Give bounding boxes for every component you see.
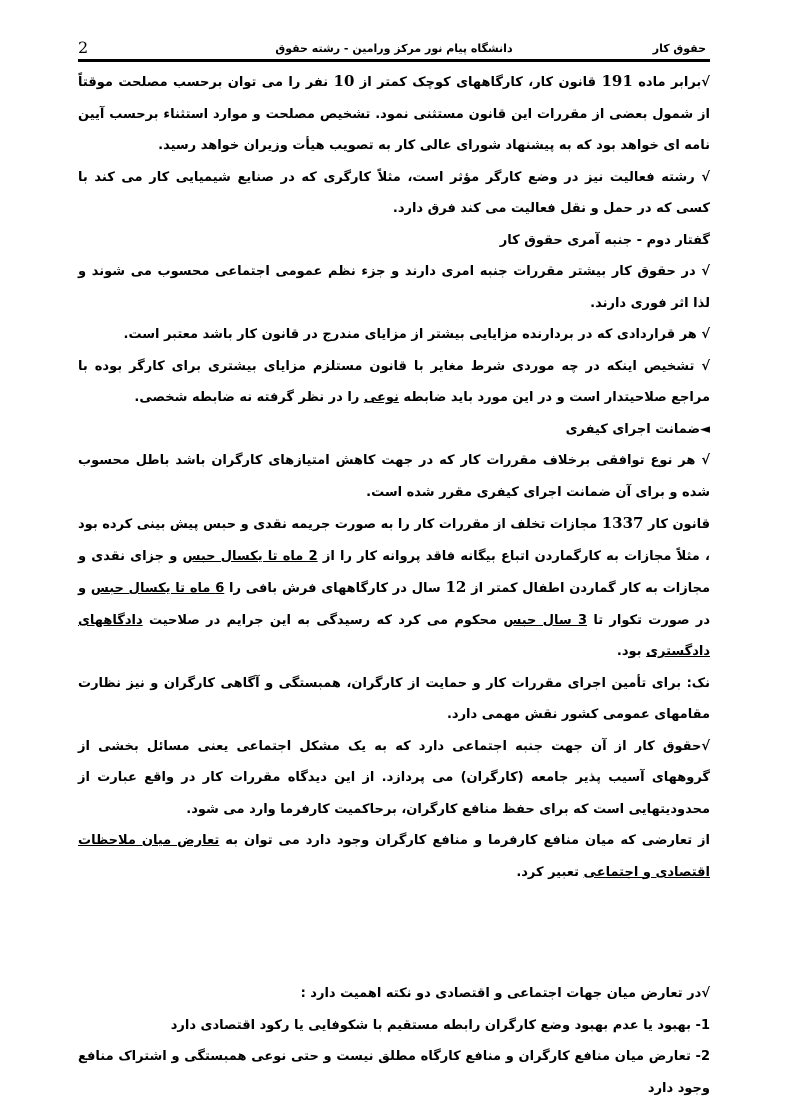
list-item-1: 1- بهبود یا عدم بهبود وضع کارگران رابطه مستقیم با شکوفایی یا رکود اقتصادی دارد: [170, 1017, 710, 1033]
year-number: 1337: [601, 514, 644, 532]
page-header: [78, 38, 710, 62]
page-number: 2: [78, 38, 89, 57]
text-run: تعبیر کرد.: [516, 864, 584, 880]
text-run: سال در کارگاههای فرش بافی را: [224, 581, 446, 596]
text-run: از تعارضی که میان منافع کارفرما و منافع کارگران وجود دارد می توان به: [219, 833, 710, 848]
underlined-term: دادگاههای دادگستری: [78, 612, 710, 659]
paragraph-note: نک: برای تأمین اجرای مقررات کار و حمایت از کارگران، همبستگی و آگاهی کارگران و نیز نظارت مقامهای عمومی کشور نقش مهمی دارد.: [78, 675, 710, 722]
section-heading-criminal: ◄ضمانت اجرای کیفری: [565, 421, 710, 437]
paragraph-valid-contracts: √ هر قراردادی که در بردارنده مزایایی بیشتر از مزایای مندرج در قانون کار باشد معتبر است.: [123, 327, 710, 342]
paragraph-social-aspect: √حقوق کار از آن جهت جنبه اجتماعی دارد که به یک مشکل اجتماعی یعنی مسائل بخشی از گروههای آسیب پذیر جامعه (کارگران) می پردازد. از این دیدگاه مقررات کار در واقع عبارت از محدودیتهایی است که برای حفظ منافع کارگران، برحاکمیت کارفرما وارد می شود.: [78, 738, 710, 817]
spacer: [78, 888, 710, 978]
underlined-term: 2 ماه تا یکسال حبس: [182, 548, 318, 564]
text-run: √ تشخیص اینکه در چه موردی شرط مغایر با قانون مستلزم مزایای بیشتری برای کارگر بوده با مراجع صلاحیتدار است و در این مورد باید ضابطه: [78, 358, 710, 405]
text-run: محکوم می کرد که رسیدگی به این جرایم در صلاحیت: [142, 612, 504, 628]
header-title: دانشگاه پیام نور مرکز ورامین - رشته حقوق: [275, 42, 513, 55]
text-run: و در صورت تکوار تا: [78, 581, 710, 628]
text-run: قانون کار، کارگاههای کوچک کمتر از: [354, 75, 602, 90]
document-body: [78, 66, 710, 1104]
underlined-term: نوعی: [363, 390, 399, 405]
text-run: √برابر ماده: [632, 75, 710, 90]
paragraph-mandatory-rules: √ در حقوق کار بیشتر مقررات جنبه امری دارند و جزء نظم عمومی اجتماعی محسوب می شوند و لذا اثر فوری دارند.: [78, 264, 710, 311]
underlined-term: تعارض میان ملاحظات اقتصادی و اجتماعی: [78, 833, 710, 880]
paragraph-activity-field: √ رشته فعالیت نیز در وضع کارگر مؤثر است، مثلاً کارگری که در صنایع شیمیایی کار می کند با کسی که در حمل و نقل فعالیت می کند فرق دارد.: [78, 169, 710, 216]
section-heading-mandatory: گفتار دوم - جنبه آمری حقوق کار: [499, 232, 710, 248]
paragraph-article-191: [78, 66, 710, 162]
text-run: قانون کار: [643, 517, 710, 532]
paragraph-two-points: √در تعارض میان جهات اجتماعی و اقتصادی دو نکته اهمیت دارد :: [300, 986, 710, 1001]
text-run: بود.: [616, 644, 647, 659]
underlined-term: 3 سال حبس: [503, 612, 588, 628]
underlined-term: 6 ماه تا یکسال حبس: [90, 581, 225, 596]
text-run: و جزای نقدی و مجازات به کار گماردن اطفال کمتر از: [78, 548, 710, 596]
paragraph-criterion: [78, 351, 710, 414]
text-run: نفر را می توان برحسب مصلحت موقتاً از شمول بعضی از مقررات این قانون مستثنی نمود. تشخیص مصلحت و موارد استثناء برحسب آیین نامه ای خواهد بود که به پیشنهاد شورای عالی کار به تصویب هیأت وزیران خواهد رسید.: [78, 75, 710, 153]
text-run: مجازات تخلف از مقررات کار را به صورت جریمه نقدی و حبس پیش بینی کرده بود ، مثلاً مجازات به کارگماردن اتباع بیگانه فاقد پروانه کار را از: [78, 517, 710, 564]
age-number: 12: [445, 578, 467, 596]
article-number: 191: [601, 72, 633, 90]
paragraph-labor-law-1337: [78, 508, 710, 668]
worker-count: 10: [333, 72, 355, 90]
paragraph-conflict: [78, 825, 710, 888]
text-run: را در نظر گرفته نه ضابطه شخصی.: [134, 390, 364, 405]
list-item-2: 2- تعارض میان منافع کارگران و منافع کارگاه مطلق نیست و حتی نوعی همبستگی و اشتراک منافع وجود دارد: [78, 1049, 710, 1096]
paragraph-void-agreements: √ هر نوع توافقی برخلاف مقررات کار که در جهت کاهش امتیازهای کارگران باشد باطل محسوب شده و برای آن ضمانت اجرای کیفری مقرر شده است.: [78, 453, 710, 500]
header-subject: حقوق کار: [652, 42, 706, 55]
